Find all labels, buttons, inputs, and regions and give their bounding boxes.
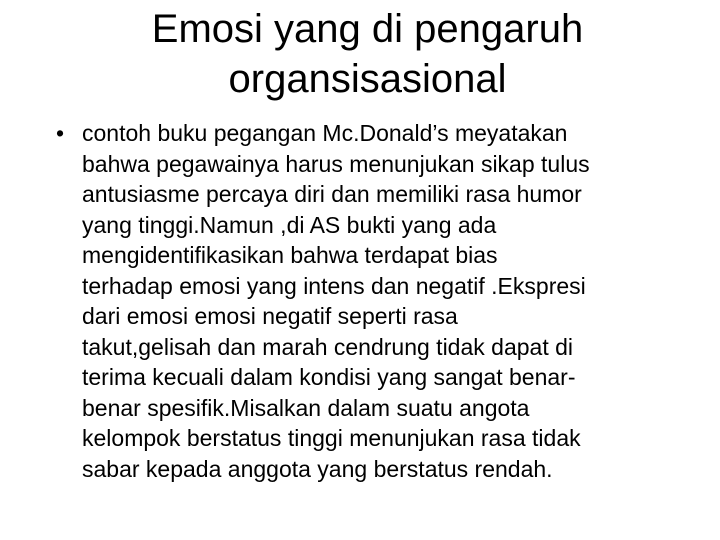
slide-title-line-2: organsisasional bbox=[228, 57, 507, 101]
bullet-text-line: bahwa pegawainya harus menunjukan sikap tulus bbox=[82, 150, 590, 177]
bullet-item bbox=[56, 118, 696, 484]
bullet-text-line: yang tinggi.Namun ,di AS bukti yang ada bbox=[82, 211, 497, 238]
bullet-text-line: takut,gelisah dan marah cendrung tidak dapat di bbox=[82, 333, 573, 360]
slide-title-line-1: Emosi yang di pengaruh bbox=[151, 7, 584, 51]
slide-title bbox=[60, 4, 675, 104]
bullet-marker: • bbox=[56, 120, 65, 146]
bullet-list bbox=[56, 118, 696, 484]
bullet-text-line: dari emosi emosi negatif seperti rasa bbox=[82, 303, 458, 329]
bullet-text-line: kelompok berstatus tinggi menunjukan rasa tidak bbox=[82, 425, 581, 451]
bullet-text-line: antusiasme percaya diri dan memiliki rasa humor bbox=[82, 181, 582, 207]
bullet-text-line: sabar kepada anggota yang berstatus rendah. bbox=[82, 455, 553, 482]
bullet-text-line: terhadap emosi yang intens dan negatif .Ekspresi bbox=[82, 272, 586, 299]
bullet-text-line: contoh buku pegangan Mc.Donald’s meyatakan bbox=[82, 120, 568, 146]
bullet-text-line: mengidentifikasikan bahwa terdapat bias bbox=[82, 242, 498, 268]
bullet-text-line: benar spesifik.Misalkan dalam suatu angota bbox=[82, 394, 530, 421]
bullet-text-line: terima kecuali dalam kondisi yang sangat benar- bbox=[82, 364, 576, 390]
